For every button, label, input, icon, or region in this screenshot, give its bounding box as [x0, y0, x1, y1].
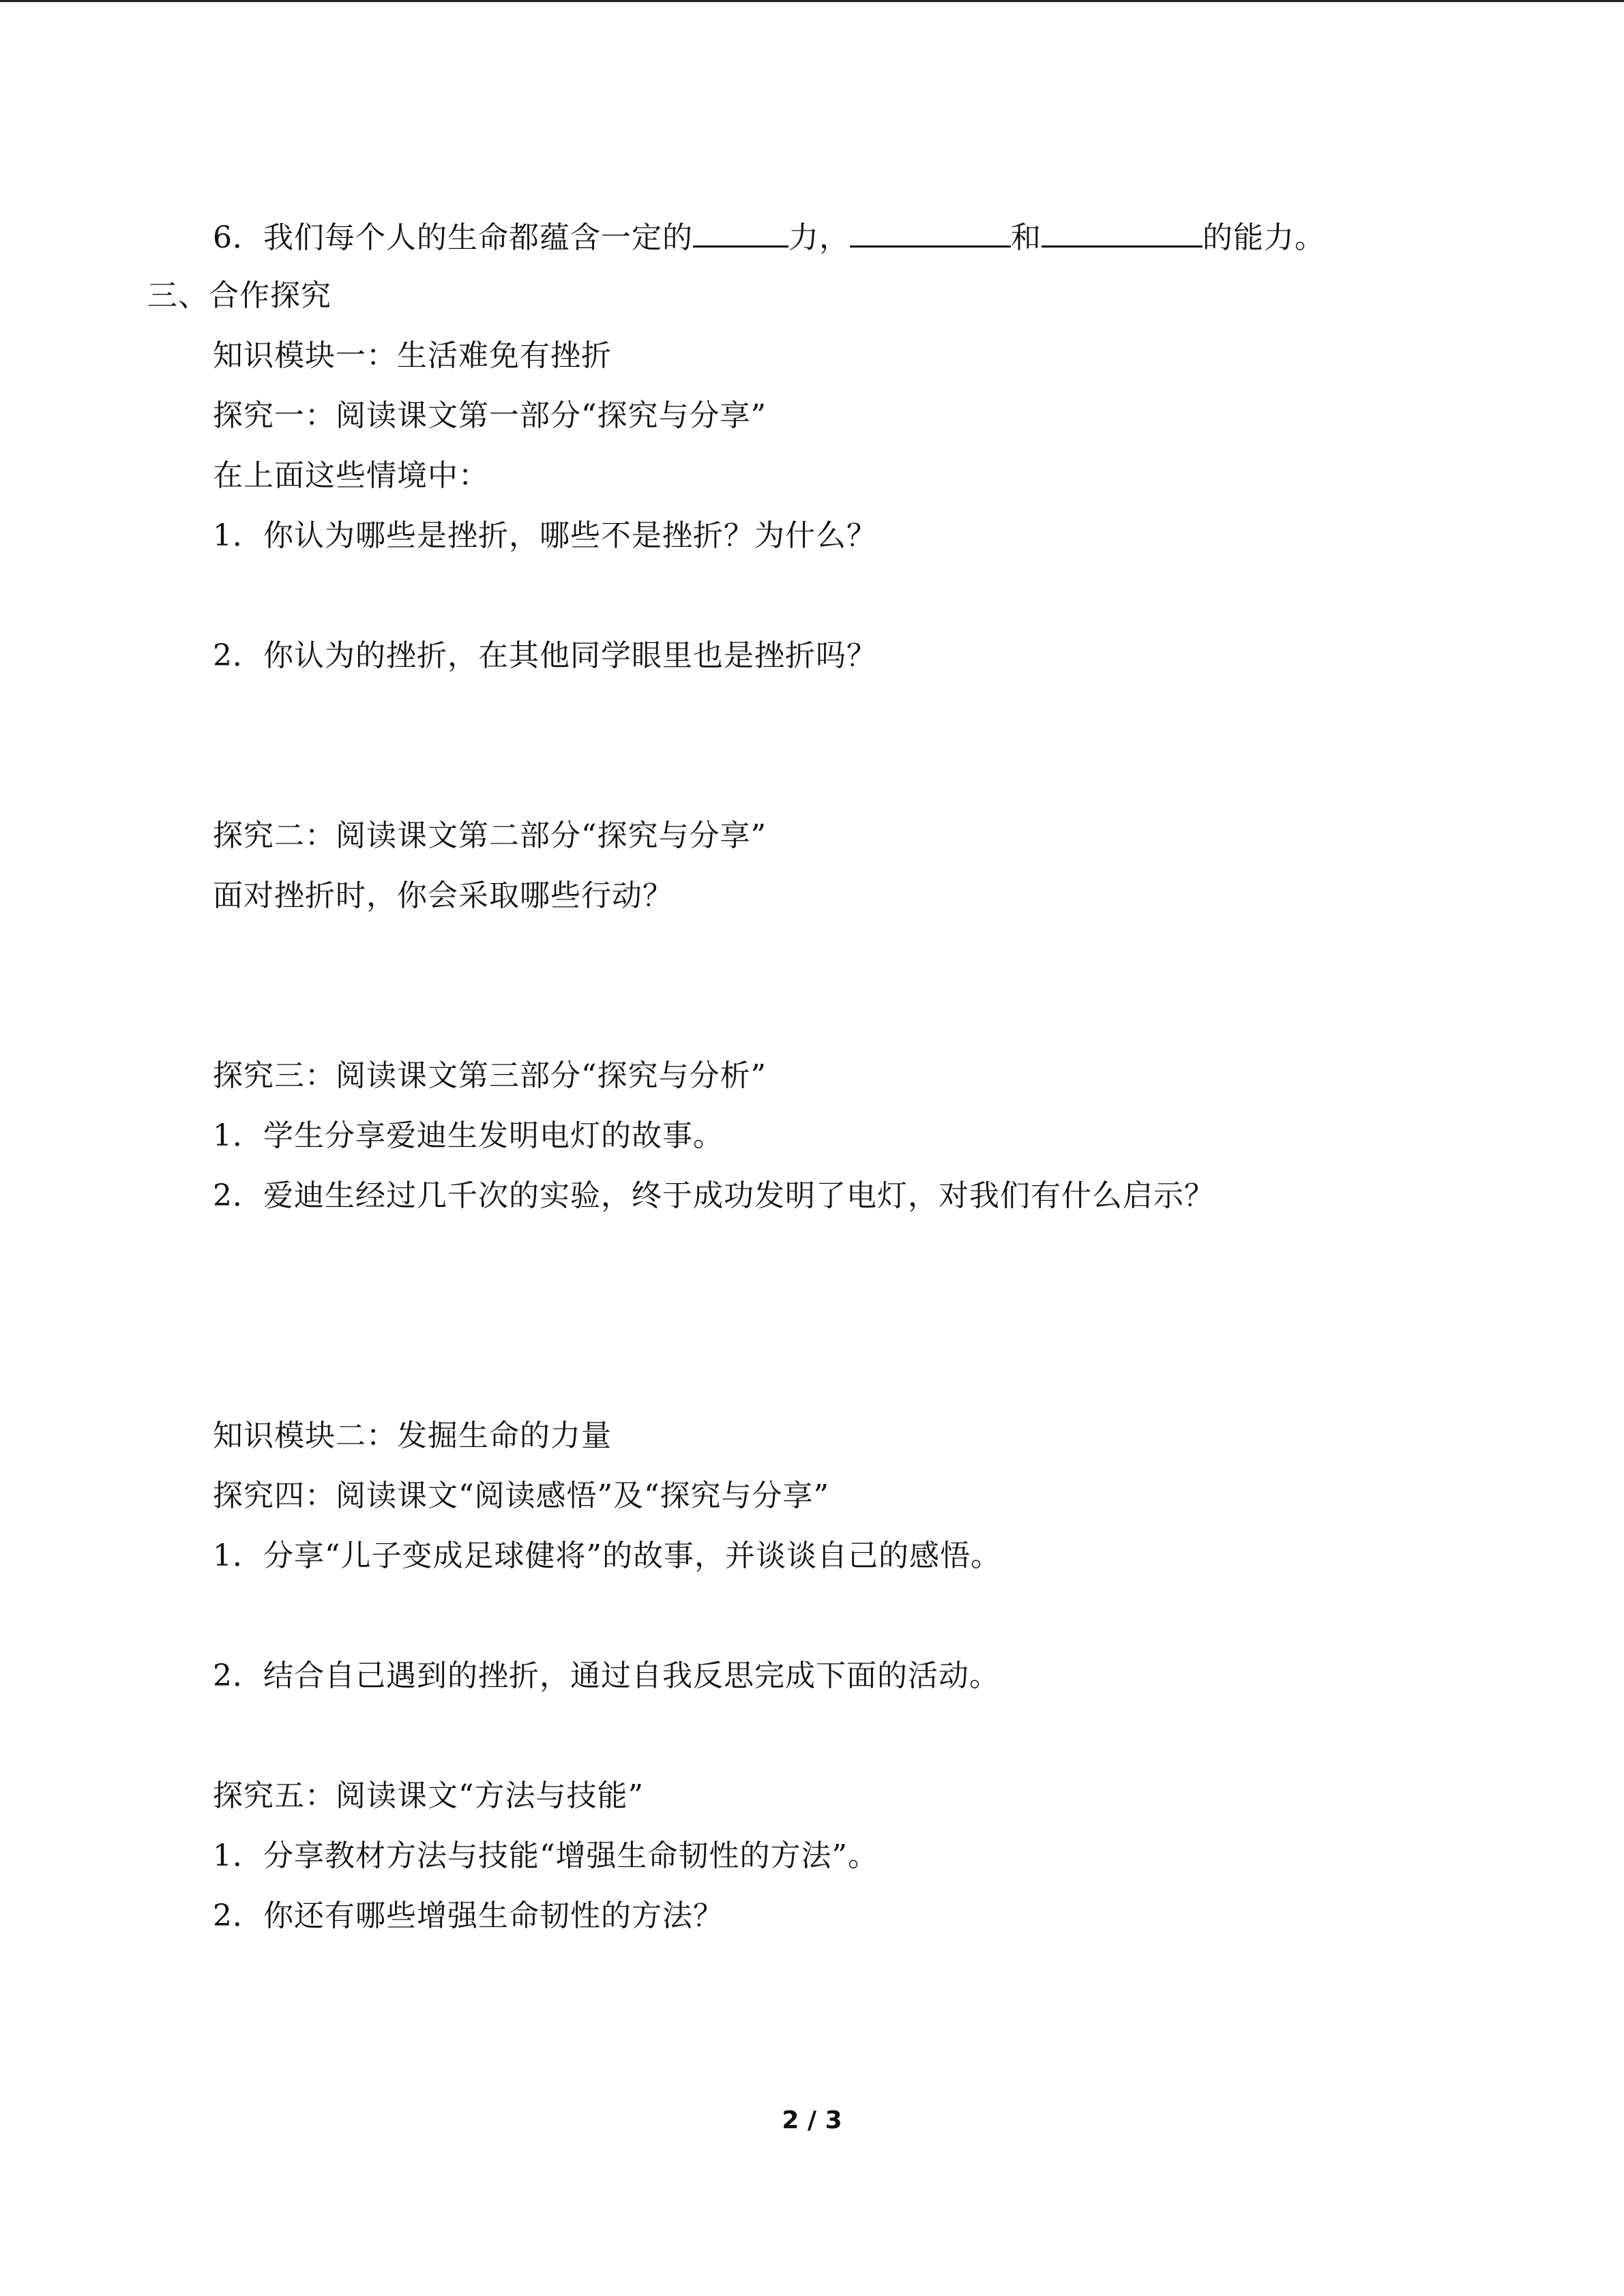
module-2-title: 知识模块二：发掘生命的力量 — [213, 1418, 612, 1453]
question-6-mid1: 力， — [788, 220, 850, 255]
question-6-prefix: 6．我们每个人的生命都蕴含一定的 — [213, 220, 693, 255]
section-heading: 三、合作探究 — [147, 278, 331, 313]
question-6-suffix: 的能力。 — [1202, 220, 1325, 255]
module-1-title: 知识模块一：生活难免有挫折 — [213, 338, 612, 373]
explore-2-title: 探究二：阅读课文第二部分“探究与分享” — [213, 818, 767, 853]
question-6 — [213, 215, 1325, 258]
explore-3-question-1: 1．学生分享爱迪生发明电灯的故事。 — [213, 1118, 724, 1153]
explore-5-title: 探究五：阅读课文“方法与技能” — [213, 1778, 644, 1813]
explore-4-title: 探究四：阅读课文“阅读感悟”及“探究与分享” — [213, 1478, 829, 1513]
answer-blank-1[interactable] — [693, 215, 788, 248]
explore-1-question-2: 2．你认为的挫折，在其他同学眼里也是挫折吗？ — [213, 638, 877, 673]
explore-3-title: 探究三：阅读课文第三部分“探究与分析” — [213, 1058, 767, 1093]
explore-1-intro: 在上面这些情境中： — [213, 458, 489, 493]
explore-5-question-1: 1．分享教材方法与技能“增强生命韧性的方法”。 — [213, 1838, 879, 1873]
explore-2-question: 面对挫折时，你会采取哪些行动？ — [213, 878, 673, 913]
answer-blank-3[interactable] — [1042, 215, 1202, 248]
explore-4-question-1: 1．分享“儿子变成足球健将”的故事，并谈谈自己的感悟。 — [213, 1538, 1001, 1573]
explore-4-question-2: 2．结合自己遇到的挫折，通过自我反思完成下面的活动。 — [213, 1658, 1000, 1693]
question-6-mid2: 和 — [1011, 220, 1042, 255]
explore-5-question-2: 2．你还有哪些增强生命韧性的方法？ — [213, 1898, 724, 1933]
top-border — [0, 0, 1624, 2]
page-number: 2 / 3 — [782, 2106, 842, 2134]
explore-1-question-1: 1．你认为哪些是挫折，哪些不是挫折？为什么？ — [213, 518, 877, 553]
explore-3-question-2: 2．爱迪生经过几千次的实验，终于成功发明了电灯，对我们有什么启示？ — [213, 1178, 1215, 1213]
answer-blank-2[interactable] — [850, 215, 1011, 248]
explore-1-title: 探究一：阅读课文第一部分“探究与分享” — [213, 398, 767, 433]
